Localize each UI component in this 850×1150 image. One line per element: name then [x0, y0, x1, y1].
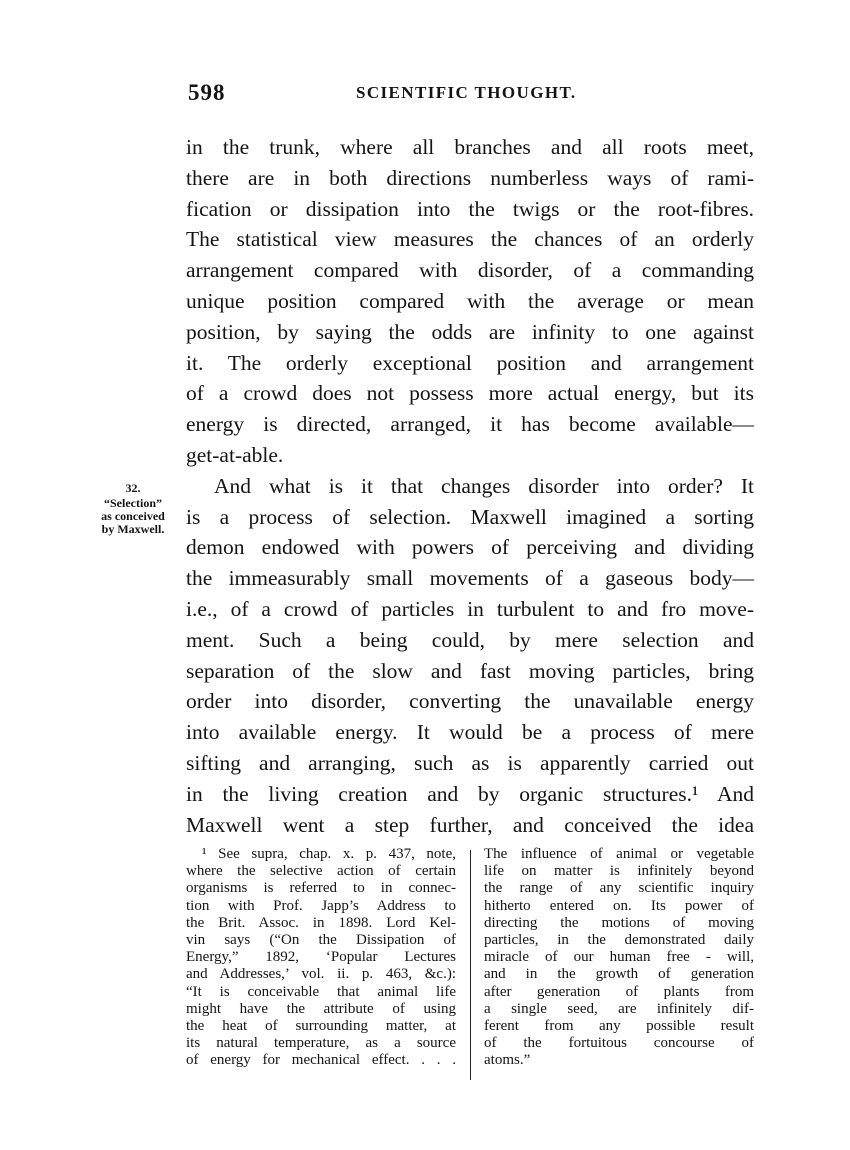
page-number: 598	[188, 80, 226, 105]
margin-note-line: as conceived	[101, 509, 165, 523]
body-line: Maxwell went a step further, and conceived the idea	[186, 812, 754, 837]
body-line: i.e., of a crowd of particles in turbulent to and fro move-	[186, 596, 754, 621]
footnote-line: atoms.”	[484, 1052, 531, 1069]
body-line: fication or dissipation into the twigs or the root-fibres.	[186, 196, 754, 221]
body-line: energy is directed, arranged, it has become available—	[186, 412, 754, 437]
body-line: the immeasurably small movements of a gaseous body—	[186, 566, 754, 591]
footnote-line: the range of any scientific inquiry	[484, 880, 754, 897]
body-line: demon endowed with powers of perceiving and dividing	[186, 535, 754, 560]
footnote-line: “It is conceivable that animal life	[186, 983, 456, 1000]
footnote-line: directing the motions of moving	[484, 914, 754, 931]
body-line: of a crowd does not possess more actual energy, but its	[186, 381, 754, 406]
margin-note-line: “Selection”	[104, 496, 162, 510]
footnote-line: The influence of animal or vegetable	[484, 846, 754, 862]
body-line: And what is it that changes disorder into order? It	[214, 473, 754, 498]
body-line: is a process of selection. Maxwell imagined a sorting	[186, 504, 754, 529]
margin-note-line: by Maxwell.	[101, 522, 165, 536]
page-header	[0, 80, 850, 110]
footnote-line: organisms is referred to in connec-	[186, 880, 456, 897]
body-line: position, by saying the odds are infinity to one against	[186, 319, 754, 344]
footnote-line: Energy,” 1892, ‘Popular Lectures	[186, 949, 456, 966]
footnote-line: the Brit. Assoc. in 1898. Lord Kel-	[186, 914, 456, 931]
body-line: The statistical view measures the chances of an orderly	[186, 227, 754, 252]
body-line: unique position compared with the average or mean	[186, 288, 754, 313]
footnote-line: and Addresses,’ vol. ii. p. 463, &c.):	[186, 966, 456, 983]
footnote-line: after generation of plants from	[484, 983, 754, 1000]
body-line: ment. Such a being could, by mere selection and	[186, 627, 754, 652]
margin-note-number: 32.	[125, 481, 141, 495]
footnote-line: might have the attribute of using	[186, 1000, 456, 1017]
footnote-line: where the selective action of certain	[186, 863, 456, 880]
footnote-line: ¹ See supra, chap. x. p. 437, note,	[202, 846, 456, 862]
footnote-line: particles, in the demonstrated daily	[484, 932, 754, 949]
footnote-line: ferent from any possible result	[484, 1018, 754, 1035]
margin-note	[86, 482, 180, 536]
body-line: there are in both directions numberless ways of rami-	[186, 165, 754, 190]
footnote-line: vin says (“On the Dissipation of	[186, 932, 456, 949]
body-line: arrangement compared with disorder, of a commanding	[186, 258, 754, 283]
footnotes	[186, 846, 754, 1086]
footnote-line: hitherto entered on. Its power of	[484, 897, 754, 914]
footnote-right-column	[484, 846, 754, 1070]
footnote-divider	[470, 850, 471, 1080]
footnote-line: and in the growth of generation	[484, 966, 754, 983]
footnote-line: miracle of our human free - will,	[484, 949, 754, 966]
body-line: separation of the slow and fast moving particles, bring	[186, 658, 754, 683]
body-line: in the living creation and by organic structures.¹ And	[186, 781, 754, 806]
footnote-line: life on matter is infinitely beyond	[484, 863, 754, 880]
footnote-line: tion with Prof. Japp’s Address to	[186, 897, 456, 914]
footnote-left-column	[186, 846, 456, 1070]
footnote-line: of energy for mechanical effect. . . .	[186, 1052, 456, 1069]
running-head: SCIENTIFIC THOUGHT.	[356, 83, 577, 102]
footnote-line: a single seed, are infinitely dif-	[484, 1000, 754, 1017]
body-line: order into disorder, converting the unavailable energy	[186, 689, 754, 714]
body-line: get-at-able.	[186, 442, 284, 467]
footnote-line: the heat of surrounding matter, at	[186, 1018, 456, 1035]
body-line: it. The orderly exceptional position and arrangement	[186, 350, 754, 375]
footnote-line: of the fortuitous concourse of	[484, 1035, 754, 1052]
body-text	[186, 132, 754, 840]
body-line: sifting and arranging, such as is apparently carried out	[186, 750, 754, 775]
body-line: in the trunk, where all branches and all roots meet,	[186, 135, 754, 159]
footnote-line: its natural temperature, as a source	[186, 1035, 456, 1052]
body-line: into available energy. It would be a process of mere	[186, 720, 754, 745]
